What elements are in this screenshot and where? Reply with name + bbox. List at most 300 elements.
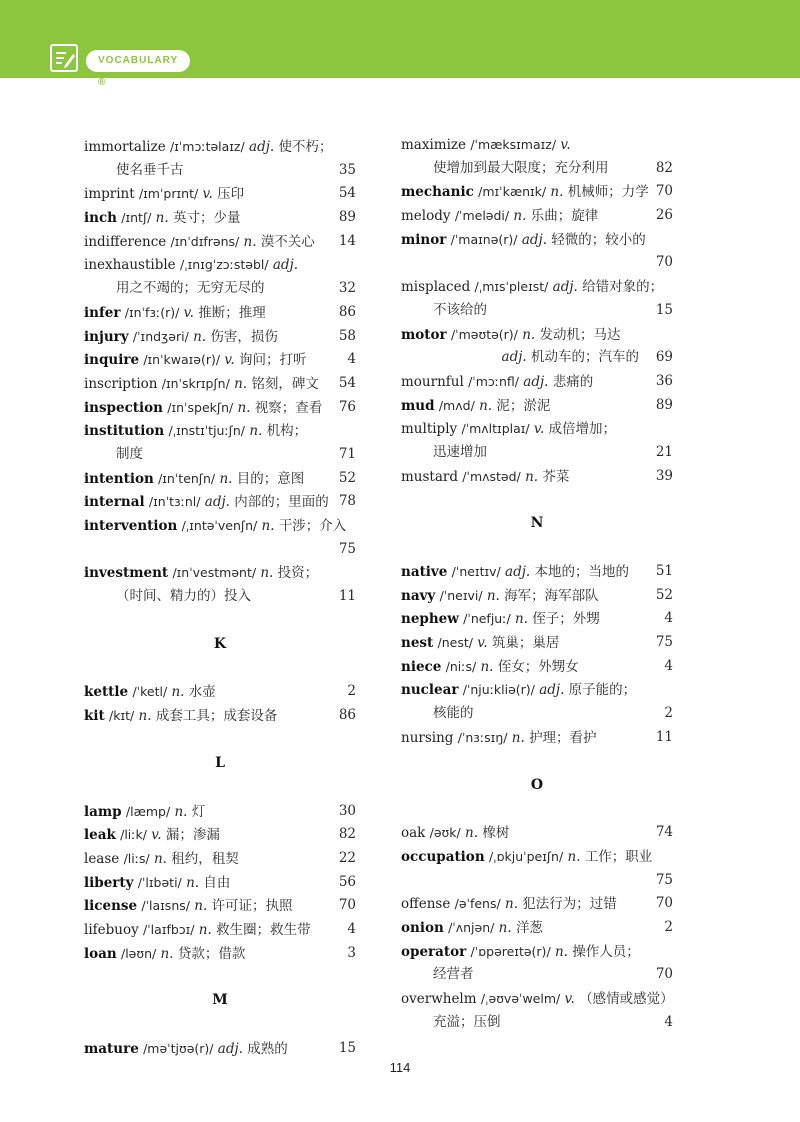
part-of-speech: n. — [513, 208, 527, 225]
part-of-speech: n. — [514, 611, 528, 628]
headword: kettle — [84, 684, 129, 701]
page-ref: 15 — [338, 1040, 356, 1056]
entry-line — [84, 514, 356, 538]
phonetic: /əˈfens/ — [454, 896, 501, 912]
part-of-speech: n. — [194, 898, 208, 915]
entry-line — [84, 325, 356, 349]
phonetic: /mɪˈkænɪk/ — [478, 184, 547, 200]
phonetic: /ɪmˈprɪnt/ — [138, 186, 199, 202]
entry-continuation — [401, 299, 673, 323]
page-ref: 4 — [664, 610, 673, 627]
section-letter: N — [530, 515, 544, 532]
phonetic: /kɪt/ — [109, 708, 135, 724]
definition: 核能的 — [433, 705, 474, 722]
headword: institution — [84, 423, 165, 440]
phonetic: /ˈketl/ — [132, 684, 168, 700]
definition: 内部的；里面的 — [234, 494, 329, 511]
definition: 侄女；外甥女 — [497, 658, 579, 675]
phonetic: /liːs/ — [123, 850, 150, 866]
dictionary-entry — [401, 916, 673, 940]
part-of-speech: n. — [186, 874, 200, 891]
phonetic: /ˌəʊvəˈwelm/ — [480, 991, 561, 1006]
dictionary-entry — [84, 561, 356, 608]
page-ref: 52 — [338, 469, 356, 486]
page-ref: 52 — [655, 586, 673, 603]
page-ref: 70 — [655, 966, 673, 983]
page-ref: 70 — [338, 897, 356, 914]
definition: 操作人员； — [572, 943, 640, 960]
entry-line — [84, 680, 356, 704]
page-ref: 75 — [655, 634, 673, 651]
dictionary-entry — [84, 206, 356, 230]
phonetic: /liːk/ — [120, 827, 147, 843]
part-of-speech: adj. — [204, 494, 230, 511]
headword: investment — [84, 565, 169, 582]
part-of-speech: v. — [151, 827, 162, 844]
dictionary-entry — [84, 823, 356, 847]
headword: inexhaustible — [84, 257, 176, 274]
definition: 不该给的 — [433, 301, 487, 318]
headword: nursing — [401, 729, 454, 746]
entry-line — [84, 467, 356, 491]
definition: 水壶 — [188, 684, 216, 701]
page-ref: 75 — [338, 540, 356, 557]
entry-line — [401, 631, 673, 655]
definition: 使名垂千古 — [116, 161, 184, 178]
dictionary-entry — [84, 348, 356, 372]
page-ref: 11 — [338, 588, 356, 605]
phonetic: /ɪnˈkwaɪə(r)/ — [143, 352, 221, 368]
page-ref: 70 — [655, 254, 673, 271]
part-of-speech: v. — [224, 352, 235, 369]
entry-line — [401, 726, 673, 750]
definition: 成套工具；成套设备 — [155, 708, 278, 725]
headword: infer — [84, 304, 121, 321]
definition: 芥菜 — [542, 468, 570, 485]
phonetic: /ɪˈmɔːtəlaɪz/ — [170, 139, 245, 154]
part-of-speech: adj. — [249, 139, 275, 155]
part-of-speech: adj. — [217, 1041, 243, 1057]
definition: 铭刻，碑文 — [251, 375, 319, 392]
dictionary-entry — [84, 230, 356, 254]
headword: inspection — [84, 399, 163, 416]
phonetic: /ɪnˈskrɪpʃn/ — [161, 375, 230, 391]
headword: imprint — [84, 186, 135, 203]
headword: intention — [84, 470, 154, 487]
headword: mechanic — [401, 184, 474, 201]
part-of-speech: n. — [522, 326, 536, 343]
phonetic: /ɪnˈvestmənt/ — [172, 565, 257, 581]
part-of-speech: v. — [533, 421, 545, 438]
headword: intervention — [84, 518, 178, 534]
definition: 护理；看护 — [529, 729, 597, 746]
dictionary-entry — [401, 726, 673, 750]
entry-line — [84, 800, 356, 824]
phonetic: /ɪntʃ/ — [121, 210, 152, 226]
definition: 橡树 — [482, 825, 510, 842]
phonetic: /læmp/ — [125, 803, 171, 819]
dictionary-entry — [84, 1037, 356, 1061]
entry-line — [401, 465, 673, 489]
entry-line — [401, 607, 673, 631]
page-ref: 82 — [655, 159, 673, 176]
definition: 犯法行为；过错 — [522, 896, 617, 913]
headword: immortalize — [84, 139, 166, 155]
phonetic: /ləʊn/ — [121, 945, 157, 961]
part-of-speech: v. — [202, 186, 213, 203]
entry-line — [401, 394, 673, 418]
entry-line — [401, 180, 673, 204]
entry-line — [401, 655, 673, 679]
headword: nuclear — [401, 682, 459, 699]
part-of-speech: n. — [243, 233, 257, 250]
definition: 许可证；执照 — [211, 898, 293, 915]
page-ref: 54 — [338, 185, 356, 202]
page-ref: 75 — [655, 871, 673, 888]
headword: mustard — [401, 468, 458, 485]
dictionary-entry — [84, 704, 356, 728]
entry-line — [84, 847, 356, 871]
entry-continuation — [401, 869, 673, 893]
headword: indifference — [84, 233, 167, 250]
headword: liberty — [84, 874, 134, 891]
entry-line — [401, 987, 673, 1011]
dictionary-entry — [84, 847, 356, 871]
headword: inquire — [84, 352, 140, 369]
entry-continuation — [401, 251, 673, 275]
dictionary-entry — [84, 942, 356, 966]
definition: 灯 — [191, 803, 206, 820]
entry-line — [401, 204, 673, 228]
phonetic: /ˈʌnjən/ — [448, 919, 495, 935]
part-of-speech: n. — [498, 919, 512, 936]
page-ref: 58 — [338, 327, 356, 344]
definition: 自由 — [203, 874, 231, 891]
section-letter: L — [215, 754, 225, 771]
entry-line — [84, 490, 356, 514]
phonetic: /ˈɪndʒəri/ — [132, 328, 189, 344]
page-ref: 4 — [347, 920, 356, 937]
page-ref: 35 — [338, 161, 356, 178]
page-ref: 22 — [338, 849, 356, 866]
part-of-speech: n. — [567, 848, 581, 865]
headword: lamp — [84, 803, 122, 820]
header-bar — [0, 0, 800, 88]
definition: 用之不竭的；无穷无尽的 — [116, 280, 265, 297]
definition: 迅速增加 — [433, 443, 487, 460]
entry-line — [84, 182, 356, 206]
part-of-speech: n. — [237, 399, 251, 416]
phonetic: /niːs/ — [445, 658, 477, 674]
page-ref: 70 — [655, 895, 673, 912]
left-column — [84, 135, 356, 1061]
headword: lifebuoy — [84, 921, 139, 938]
headword: operator — [401, 943, 467, 960]
phonetic: /ˈmɔːnfl/ — [468, 373, 519, 389]
entry-line — [401, 228, 673, 252]
headword: minor — [401, 231, 447, 248]
dictionary-entry — [84, 182, 356, 206]
phonetic: /ˈlɪbəti/ — [137, 874, 182, 890]
part-of-speech: n. — [511, 729, 525, 746]
page-ref: 39 — [655, 467, 673, 484]
definition: （感情或感觉） — [579, 991, 674, 1007]
entry-continuation — [401, 1011, 673, 1035]
dictionary-entry — [401, 204, 673, 228]
part-of-speech: n. — [249, 423, 263, 440]
headword: misplaced — [401, 279, 471, 296]
definition: 贷款；借款 — [177, 945, 246, 962]
headword: internal — [84, 494, 145, 511]
definition: 本地的；当地的 — [534, 564, 629, 580]
part-of-speech: n. — [171, 684, 185, 701]
phonetic: /ɪnˈfɜː(r)/ — [124, 304, 180, 320]
headword: mournful — [401, 373, 464, 390]
dictionary-entry — [401, 655, 673, 679]
dictionary-entry — [401, 370, 673, 394]
entry-line — [84, 942, 356, 966]
page-ref: 11 — [655, 728, 673, 745]
entry-line — [401, 940, 673, 964]
part-of-speech: adj. — [505, 564, 531, 580]
entry-continuation — [401, 157, 673, 181]
dictionary-entry — [401, 323, 673, 370]
page-ref: 69 — [655, 349, 673, 366]
part-of-speech: adj. — [501, 349, 527, 366]
phonetic: /ˈmelədi/ — [454, 208, 510, 224]
entry-continuation — [401, 346, 673, 370]
dictionary-entry — [84, 680, 356, 704]
page-ref: 2 — [347, 683, 356, 700]
headword: oak — [401, 825, 426, 842]
part-of-speech: n. — [155, 210, 169, 227]
entry-line — [84, 253, 356, 277]
headword: offense — [401, 896, 451, 913]
page-ref: 71 — [338, 445, 356, 462]
definition: 发动机；马达 — [539, 326, 621, 343]
headword: overwhelm — [401, 991, 477, 1007]
entry-line — [84, 894, 356, 918]
dictionary-entry — [401, 821, 673, 845]
dictionary-entry — [401, 987, 673, 1034]
entry-line — [84, 135, 356, 159]
page-ref: 54 — [338, 374, 356, 391]
dictionary-entry — [84, 800, 356, 824]
part-of-speech: n. — [550, 184, 564, 201]
dictionary-entry — [84, 325, 356, 349]
headword: occupation — [401, 848, 485, 865]
definition: 救生圈；救生带 — [216, 921, 311, 938]
entry-line — [84, 704, 356, 728]
page-ref: 89 — [338, 209, 356, 226]
definition: 成倍增加； — [548, 421, 617, 438]
part-of-speech: v. — [560, 137, 571, 153]
entry-line — [401, 133, 673, 157]
headword: maximize — [401, 137, 467, 153]
definition: 询问；打听 — [239, 352, 307, 369]
dictionary-entry — [401, 584, 673, 608]
part-of-speech: n. — [486, 587, 500, 604]
part-of-speech: n. — [260, 565, 274, 582]
edit-note-icon — [50, 44, 78, 72]
definition: 伤害，损伤 — [210, 328, 278, 345]
dictionary-entry — [84, 135, 356, 182]
entry-line — [84, 823, 356, 847]
headword: multiply — [401, 421, 458, 438]
dictionary-entry — [401, 133, 673, 180]
entry-continuation — [401, 702, 673, 726]
dictionary-entry — [84, 253, 356, 300]
headword: onion — [401, 919, 444, 936]
entry-line — [401, 323, 673, 347]
definition: 给错对象的； — [582, 279, 664, 296]
entry-continuation — [84, 159, 356, 183]
phonetic: /mʌd/ — [438, 397, 475, 413]
definition: 轻微的；较小的 — [551, 231, 646, 248]
definition: 洋葱 — [515, 919, 543, 936]
definition: 侄子；外甥 — [532, 611, 600, 628]
part-of-speech: n. — [480, 658, 494, 675]
page-ref: 4 — [664, 1013, 673, 1030]
section-letter: M — [212, 992, 228, 1009]
entry-line — [401, 916, 673, 940]
dictionary-entry — [84, 918, 356, 942]
page-ref: 21 — [655, 443, 673, 460]
section-label: VOCABULARY ® — [86, 50, 190, 72]
part-of-speech: n. — [505, 896, 518, 913]
part-of-speech: n. — [525, 468, 539, 485]
headword: motor — [401, 326, 447, 343]
entry-line — [401, 821, 673, 845]
definition: 使不朽； — [278, 139, 333, 155]
part-of-speech: adj. — [539, 682, 565, 699]
part-of-speech: n. — [261, 518, 275, 534]
definition: 租约，租契 — [171, 850, 239, 867]
definition: 干涉；介入 — [278, 518, 347, 534]
part-of-speech: n. — [174, 803, 188, 820]
entry-line — [401, 845, 673, 869]
right-column — [401, 133, 673, 1034]
headword: mature — [84, 1041, 139, 1057]
phonetic: /ˌɪnstɪˈtjuːʃn/ — [168, 423, 246, 439]
phonetic: /ˈmæksɪmaɪz/ — [470, 137, 557, 152]
definition: 投资； — [277, 565, 319, 582]
part-of-speech: adj. — [523, 373, 549, 390]
entry-line — [84, 348, 356, 372]
entry-line — [84, 918, 356, 942]
entry-line — [401, 584, 673, 608]
dictionary-entry — [84, 396, 356, 420]
entry-line — [401, 417, 673, 441]
entry-continuation — [84, 277, 356, 301]
headword: niece — [401, 658, 442, 675]
entry-line — [84, 301, 356, 325]
part-of-speech: v. — [477, 635, 488, 652]
entry-line — [401, 275, 673, 299]
entry-line — [84, 419, 356, 443]
phonetic: /ɪnˈtenʃn/ — [158, 470, 216, 486]
entry-line — [401, 370, 673, 394]
part-of-speech: n. — [219, 470, 233, 487]
part-of-speech: n. — [198, 921, 212, 938]
phonetic: /ˌɪntəˈvenʃn/ — [181, 518, 258, 533]
phonetic: /ˈɒpəreɪtə(r)/ — [470, 943, 551, 959]
definition: （时间、精力的）投入 — [116, 588, 251, 605]
page-ref: 76 — [338, 398, 356, 415]
headword: kit — [84, 708, 105, 725]
part-of-speech: n. — [160, 945, 174, 962]
definition: 视察；查看 — [254, 399, 323, 416]
dictionary-entry — [84, 490, 356, 514]
phonetic: /əʊk/ — [429, 825, 461, 841]
page-ref: 70 — [655, 183, 673, 200]
dictionary-entry — [401, 275, 673, 322]
entry-line — [84, 871, 356, 895]
definition: 机构； — [266, 423, 308, 440]
definition: 制度 — [116, 445, 143, 462]
definition: 使增加到最大限度；充分利用 — [433, 159, 609, 176]
entry-continuation — [401, 441, 673, 465]
headword: lease — [84, 850, 120, 867]
definition: 机械师；力学 — [567, 184, 649, 201]
entry-line — [84, 230, 356, 254]
definition: 推断；推理 — [198, 304, 266, 321]
part-of-speech: adj. — [552, 279, 578, 296]
phonetic: /ɪnˈdɪfrəns/ — [170, 233, 240, 249]
definition: 充溢；压倒 — [433, 1013, 501, 1030]
phonetic: /ˈnjuːkliə(r)/ — [462, 682, 535, 698]
phonetic: /ˈnɜːsɪŋ/ — [457, 729, 508, 745]
dictionary-entry — [401, 560, 673, 584]
dictionary-entry — [401, 845, 673, 892]
part-of-speech: adj. — [521, 231, 547, 248]
headword: navy — [401, 587, 436, 604]
part-of-speech: v. — [564, 991, 575, 1007]
definition: 海军；海军部队 — [504, 587, 599, 604]
definition: 漠不关心 — [260, 233, 315, 250]
headword: nest — [401, 635, 434, 652]
definition: 英寸；少量 — [172, 210, 241, 227]
section-letter: O — [530, 776, 544, 793]
dictionary-entry — [401, 940, 673, 987]
phonetic: /ˈlaɪfbɔɪ/ — [143, 921, 195, 937]
phonetic: /ˈnefjuː/ — [463, 611, 511, 627]
phonetic: /ˌɪnɪgˈzɔːstəbl/ — [179, 257, 269, 273]
definition: 筑巢；巢居 — [491, 635, 560, 652]
definition: 经营者 — [433, 966, 474, 983]
dictionary-entry — [401, 892, 673, 916]
dictionary-entry — [84, 467, 356, 491]
definition: 原子能的； — [568, 682, 637, 699]
page-ref: 78 — [338, 493, 356, 510]
headword: nephew — [401, 611, 459, 628]
headword: mud — [401, 397, 435, 414]
headword: inscription — [84, 375, 158, 392]
phonetic: /ɪnˈspekʃn/ — [167, 399, 234, 415]
part-of-speech: n. — [193, 328, 207, 345]
headword: injury — [84, 328, 129, 345]
phonetic: /ɪnˈtɜːnl/ — [148, 494, 201, 510]
page-ref: 4 — [347, 351, 356, 368]
entry-line — [84, 372, 356, 396]
page-ref: 86 — [338, 707, 356, 724]
definition: 悲痛的 — [552, 373, 594, 390]
page-ref: 4 — [664, 657, 673, 674]
page-ref: 89 — [655, 396, 673, 413]
entry-line — [401, 678, 673, 702]
part-of-speech: v. — [183, 304, 194, 321]
page-ref: 82 — [338, 826, 356, 843]
